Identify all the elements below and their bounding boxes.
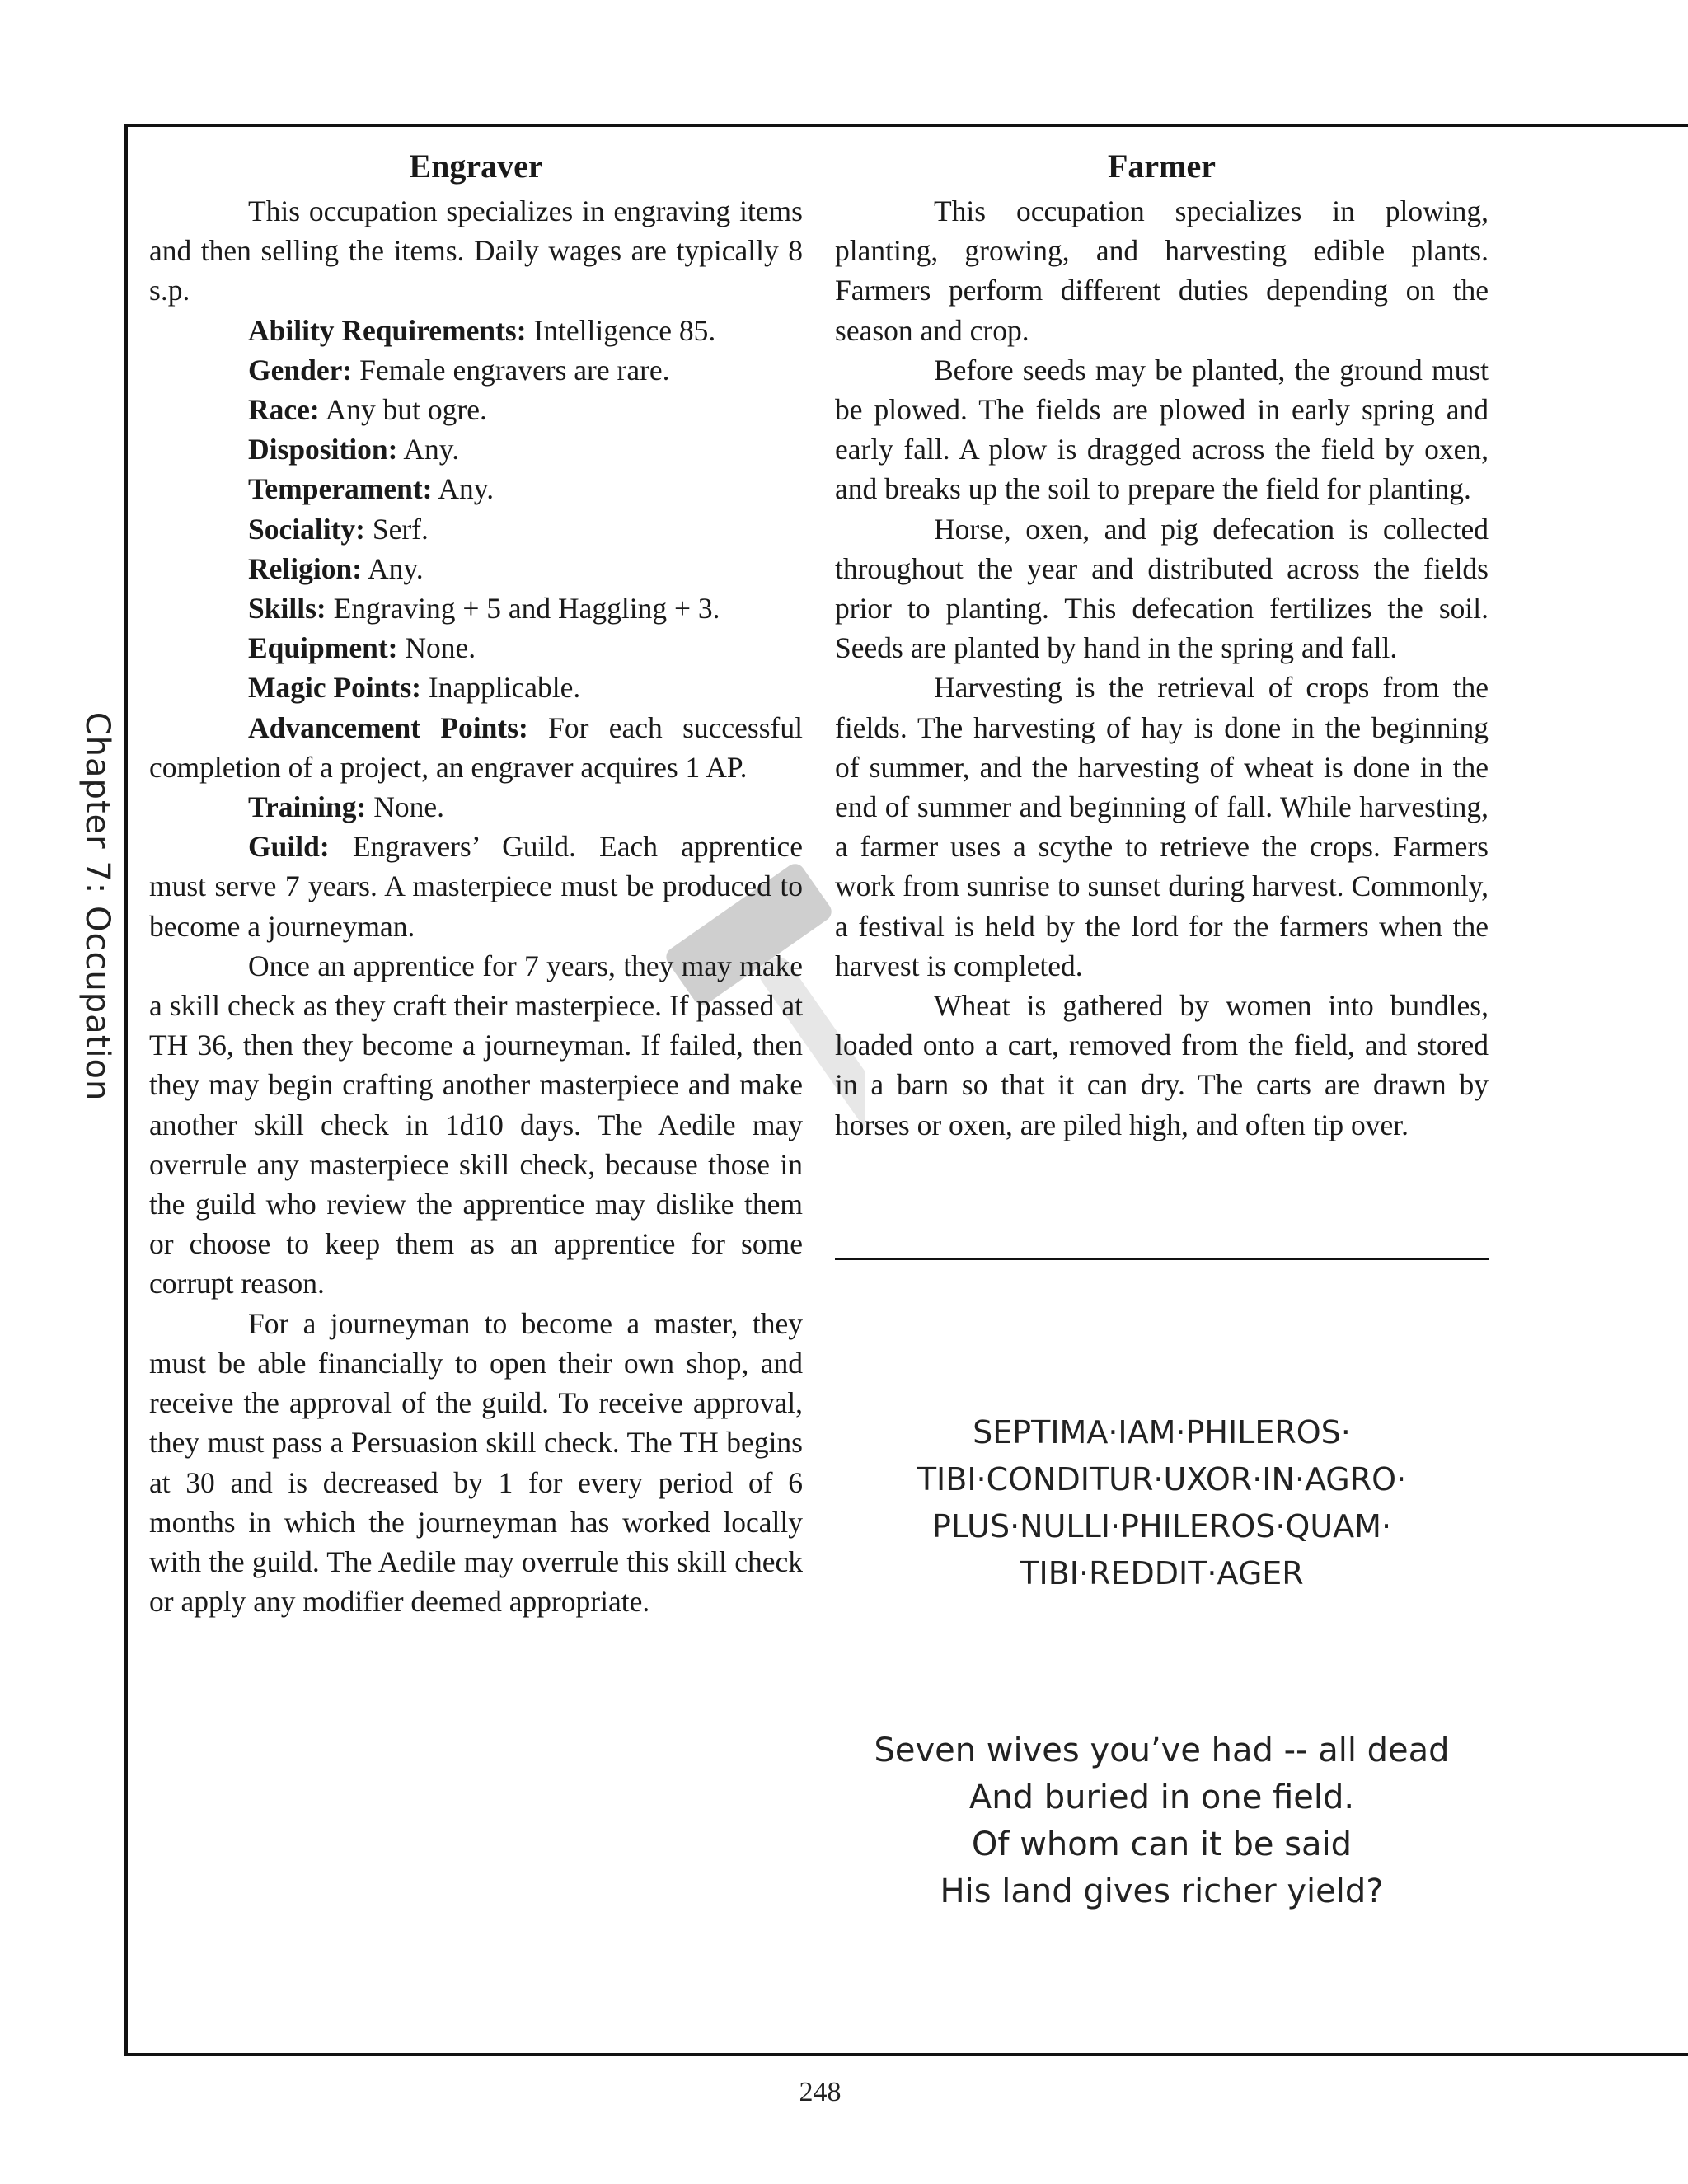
- attr-equipment: [149, 628, 803, 668]
- attr-value: Any but ogre.: [319, 393, 487, 427]
- poem-line: And buried in one field.: [968, 1779, 1355, 1816]
- attr-value: None.: [397, 631, 476, 665]
- farmer-title: Farmer: [1107, 148, 1216, 185]
- farmer-paragraph: Horse, oxen, and pig defecation is collected throughout the year and distributed across the fields prior to planting. This defecation fertilizes the soil. Seeds are planted by hand in the spring and fall.: [835, 512, 1489, 665]
- translation-poem: [835, 1727, 1489, 1915]
- attr-label: Guild:: [248, 830, 330, 864]
- attr-value: Engraving + 5 and Haggling + 3.: [326, 592, 720, 626]
- chapter-label-text: Chapter 7: Occupation: [78, 711, 116, 1102]
- inscription-line: SEPTIMA·IAM·PHILEROS·: [973, 1414, 1351, 1451]
- attr-ability-requirements: [149, 311, 803, 350]
- attr-label: Gender:: [248, 353, 353, 387]
- poem-line: Seven wives you’ve had -- all dead: [874, 1732, 1450, 1769]
- attr-religion: [149, 549, 803, 588]
- attr-value: Any.: [362, 551, 424, 585]
- section-divider: [835, 1258, 1489, 1260]
- poem-line: His land gives richer yield?: [940, 1872, 1384, 1910]
- page-number: 248: [799, 2077, 842, 2107]
- attr-skills: [149, 588, 803, 628]
- attr-temperament: [149, 469, 803, 509]
- engraver-paragraph-masterpiece: Once an apprentice for 7 years, they may make a skill check as they craft their masterpiece. If passed at TH 36, then they become a journeyman. If failed, then they may begin crafting another masterpiece and make another skill check in 1d10 days. The Aedile may overrule any masterpiece skill check, because those in the guild who review the apprentice may dislike them or choose to keep them as an apprentice for some corrupt reason.: [149, 949, 803, 1301]
- attr-label: Ability Requirements:: [248, 313, 527, 347]
- attr-value: Any.: [397, 433, 460, 466]
- attr-magic-points: [149, 668, 803, 707]
- attr-label: Sociality:: [248, 512, 365, 546]
- attr-value: Engravers’ Guild. Each apprentice must serve 7 years. A masterpiece must be produced to become a journeyman.: [149, 830, 803, 943]
- attr-label: Disposition:: [248, 433, 398, 466]
- farmer-column: [835, 147, 1489, 1145]
- attr-label: Training:: [248, 790, 367, 824]
- attr-value: Inapplicable.: [421, 671, 581, 705]
- attr-gender: [149, 350, 803, 390]
- engraver-column: [149, 147, 803, 1621]
- farmer-paragraph: This occupation specializes in plowing, planting, growing, and harvesting edible plants. Farmers perform different duties depending on the season and crop.: [835, 194, 1489, 347]
- poem-line: Of whom can it be said: [971, 1825, 1353, 1863]
- attr-value: None.: [366, 790, 444, 824]
- attr-value: Female engravers are rare.: [352, 353, 670, 387]
- farmer-paragraph: Harvesting is the retrieval of crops from the fields. The harvesting of hay is done in the beginning of summer, and the harvesting of wheat is done in the end of summer and beginning of fall. While harvesting, a farmer uses a scythe to retrieve the crops. Farmers work from sunrise to sunset during harvest. Commonly, a festival is held by the lord for the farmers when the harvest is completed.: [835, 671, 1489, 982]
- attr-value: Any.: [432, 472, 495, 506]
- farmer-paragraph: Wheat is gathered by women into bundles, loaded onto a cart, removed from the field, and stored in a barn so that it can dry. The carts are drawn by horses or oxen, are piled high, and often tip over.: [835, 989, 1489, 1141]
- attr-label: Equipment:: [248, 631, 398, 665]
- inscription-line: TIBI·CONDITUR·UXOR·IN·AGRO·: [917, 1461, 1407, 1497]
- attr-race: [149, 390, 803, 429]
- latin-inscription: [835, 1409, 1489, 1597]
- engraver-paragraph-master: For a journeyman to become a master, they must be able financially to open their own shop, and receive the approval of the guild. To receive approval, they must pass a Persuasion skill check. The TH begins at 30 and is decreased by 1 for every period of 6 months in which the journeyman has worked locally with the guild. The Aedile may overrule this skill check or apply any modifier deemed appropriate.: [149, 1306, 803, 1619]
- attr-label: Race:: [248, 393, 320, 427]
- attr-training: [149, 787, 803, 827]
- attr-value: Serf.: [364, 512, 429, 546]
- attr-disposition: [149, 429, 803, 469]
- attr-value: For each successful completion of a project, an engraver acquires 1 AP.: [149, 710, 803, 784]
- inscription-line: TIBI·REDDIT·AGER: [1020, 1555, 1304, 1591]
- farmer-paragraph: Before seeds may be planted, the ground must be plowed. The fields are plowed in early spring and early fall. A plow is dragged across the field by oxen, and breaks up the soil to prepare the field for planting.: [835, 353, 1489, 506]
- attr-label: Skills:: [248, 592, 326, 626]
- engraver-intro: This occupation specializes in engraving items and then selling the items. Daily wages are typically 8 s.p.: [149, 194, 803, 307]
- attr-label: Temperament:: [248, 472, 433, 506]
- attr-label: Religion:: [248, 551, 363, 585]
- attr-label: Advancement Points:: [248, 710, 528, 744]
- engraver-title: Engraver: [409, 148, 543, 185]
- attr-advancement-points: [149, 708, 803, 787]
- attr-sociality: [149, 509, 803, 549]
- attr-guild: [149, 827, 803, 946]
- attr-value: Intelligence 85.: [526, 313, 716, 347]
- attr-label: Magic Points:: [248, 671, 422, 705]
- inscription-line: PLUS·NULLI·PHILEROS·QUAM·: [931, 1508, 1392, 1544]
